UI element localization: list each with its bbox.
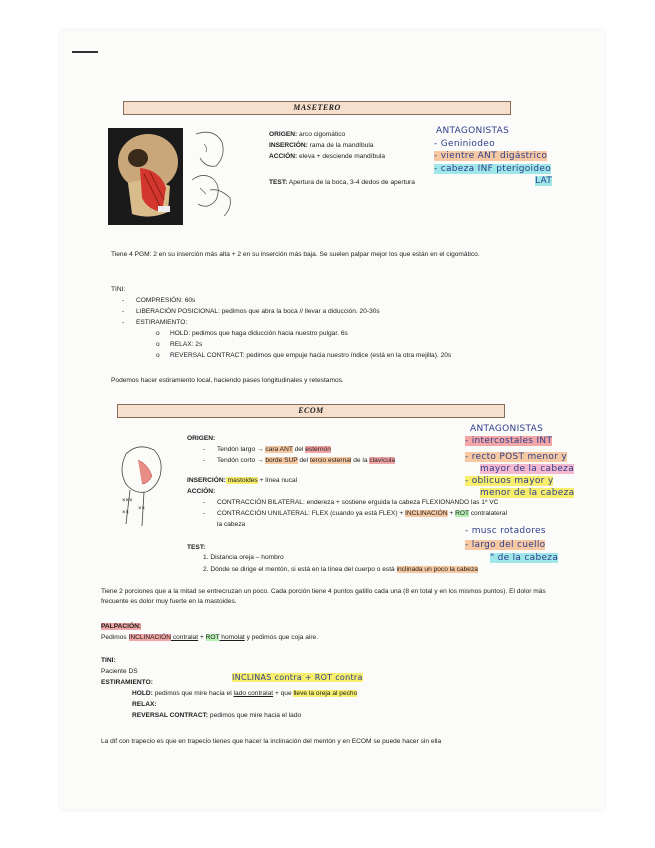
text-fragment: Pedimos [101, 634, 129, 641]
text-fragment: Tendón largo → [217, 446, 266, 453]
antagonist-highlight: - recto POST menor y [465, 452, 567, 462]
origen-value: arco cigomático [297, 131, 346, 138]
text-fragment: del [297, 457, 310, 464]
ecom-palpacion-label [101, 622, 141, 631]
antagonist-highlight: LAT [535, 176, 553, 186]
hold-label: HOLD: [132, 690, 153, 697]
list-item: - Tendón corto → borde SUP del tercio esternal de la clavícula [203, 457, 396, 464]
ecom-antagonist-item [465, 452, 567, 463]
face-palpation-sketch [186, 128, 236, 225]
list-item: - Tendón largo → cara ANT del esternón [203, 446, 331, 453]
highlight-text: cara ANT [265, 446, 293, 453]
text-fragment: de la [351, 457, 370, 464]
masetero-title: MASETERO [123, 101, 511, 115]
antagonist-highlight: - cabeza INF pterigoideo [434, 164, 552, 174]
antagonist-highlight: - intercostales INT [465, 436, 553, 446]
ecom-title: ECOM [117, 404, 505, 418]
test-label: TEST: [269, 179, 288, 186]
antagonist-highlight: menor de la cabeza [480, 488, 575, 498]
text-fragment: + [198, 634, 206, 641]
ecom-test-label: TEST: [187, 544, 206, 551]
list-item: 1. Distancia oreja – hombro [203, 554, 284, 561]
list-item: - CONTRACCIÓN UNILATERAL: FLEX (cuando ya está FLEX) + INCLINACIÓN + ROT contralateral [203, 510, 507, 517]
ecom-antagonist-item [465, 540, 545, 551]
insercion-value: rama de la mandíbula [307, 142, 374, 149]
ecom-antagonist-item [480, 464, 574, 475]
antagonist-highlight: - largo del cuello [465, 540, 546, 550]
masetero-accion [269, 152, 385, 161]
list-item: o RELAX: 2s [156, 341, 203, 348]
compresion-text: COMPRESIÓN: 60s [136, 297, 196, 304]
highlight-text: clavícula [369, 457, 396, 464]
reversal-value: pedimos que mire hacia el lado [208, 712, 302, 719]
highlight-text: borde SUP [265, 457, 298, 464]
page-dash-mark [72, 51, 98, 53]
ecom-antagonistas-title: ANTAGONISTAS [470, 424, 544, 434]
text-fragment: Tendón corto → [217, 457, 266, 464]
text-fragment: + que [273, 690, 294, 697]
masetero-origen [269, 130, 345, 139]
ecom-accion-label: ACCIÓN: [187, 488, 216, 495]
insercion-label: INSERCIÓN: [269, 142, 308, 149]
reversal-label: REVERSAL CONTRACT: [132, 712, 209, 719]
highlight-text: esternón [305, 446, 331, 453]
highlight-text: lleve la oreja al pecho [293, 690, 358, 697]
liberacion-text: LIBERACIÓN POSICIONAL: pedimos que abra la boca // llevar a diducción. 20-30s [136, 308, 380, 315]
list-item: - COMPRESIÓN: 60s [122, 297, 196, 304]
highlight-text: inclinada un poco la cabeza [396, 566, 478, 573]
list-item: o HOLD: pedimos que haga diducción hacia nuestro pulgar. 6s [156, 330, 348, 337]
skull-anatomy-illustration [108, 128, 183, 225]
masetero-antagonist-item [434, 164, 551, 175]
highlight-text: ROT [455, 510, 469, 517]
insercion-label: INSERCIÓN: [187, 477, 226, 484]
text-fragment: + [447, 510, 456, 517]
highlight-text: mastoides [225, 477, 258, 484]
ecom-palpacion-text [101, 633, 318, 642]
relax-text: RELAX: 2s [170, 341, 203, 348]
highlight-text: INCLINACIÓN [405, 510, 448, 517]
underlined-text: lado contralat [233, 690, 274, 697]
test-value: Apertura de la boca, 3-4 dedos de apertura [287, 179, 415, 186]
svg-text:××: ×× [122, 510, 130, 516]
ecom-antagonist-item [465, 436, 552, 447]
text-fragment: pedimos que mire hacia el [152, 690, 234, 697]
masetero-insercion [269, 141, 373, 150]
list-item: - LIBERACIÓN POSICIONAL: pedimos que abra la boca // llevar a diducción. 20-30s [122, 308, 380, 315]
svg-text:××: ×× [138, 506, 146, 512]
estiramiento-text: ESTIRAMIENTO: [136, 319, 188, 326]
ecom-antagonist-item: - musc rotadores [465, 526, 546, 536]
masetero-antagonist-item: - Geniniodeo [434, 139, 495, 149]
ecom-reversal [132, 711, 301, 720]
svg-text:×××: ××× [122, 498, 133, 504]
ecom-relax-label: RELAX: [132, 701, 157, 708]
ecom-origen-label: ORIGEN: [187, 435, 216, 442]
text-fragment: y pedimos que coja aire. [244, 634, 319, 641]
ecom-hold [132, 689, 357, 698]
masetero-antagonist-item [535, 176, 552, 187]
highlight-text: tercio esternal [310, 457, 352, 464]
ecom-antagonist-item [465, 476, 553, 487]
bilateral-text: CONTRACCIÓN BILATERAL: endereza + sostiene erguida la cabeza FLEXIONANDO las 1º VC [217, 499, 499, 506]
accion-label: ACCIÓN: [269, 153, 298, 160]
highlight-text: INCLINACIÓN [128, 634, 171, 641]
ecom-trapecio-note: La dif con trapecio es que en trapecio tienes que hacer la inclinación del mentón y en ECOM se puede hacer sin ella [101, 738, 442, 745]
origen-label: ORIGEN: [269, 131, 298, 138]
hold-text: HOLD: pedimos que haga diducción hacia nuestro pulgar. 6s [170, 330, 348, 337]
text-fragment: 2. Dónde se dirige el mentón, si está en la línea del cuerpo o está [203, 566, 397, 573]
ecom-hand-note [232, 672, 363, 683]
highlight-text: PALPACIÓN: [101, 623, 142, 630]
insercion-value: + línea nucal [257, 477, 298, 484]
masetero-test [269, 178, 415, 187]
masetero-tini-label: TINI: [111, 286, 126, 293]
masetero-antagonistas-title: ANTAGONISTAS [436, 126, 510, 136]
ecom-tini-label: TINI: [101, 657, 116, 664]
reversal-text: REVERSAL CONTRACT: pedimos que empuje hacia nuestro índice (está en la otra mejilla). 20s [170, 352, 452, 359]
list-item: - CONTRACCIÓN BILATERAL: endereza + sostiene erguida la cabeza FLEXIONANDO las 1º VC [203, 499, 499, 506]
head-neck-muscle-sketch [108, 440, 170, 532]
antagonist-highlight: - oblicuos mayor y [465, 476, 554, 486]
underlined-text: contralat [171, 634, 199, 641]
ecom-antagonist-item [490, 553, 558, 564]
ecom-insercion [187, 476, 297, 485]
antagonist-highlight: mayor de la cabeza [480, 464, 575, 474]
antagonist-highlight: - vientre ANT digástrico [434, 151, 548, 161]
ecom-porciones-paragraph: Tiene 2 porciones que a la mitad se entrecruzan un poco. Cada porción tiene 4 puntos gatillo cada una (8 en total y en los mismos puntos). El dolor más frecuente es dolor muy fuerte en la mastoides. [101, 588, 546, 605]
text-fragment: CONTRACCIÓN UNILATERAL: FLEX (cuando ya está FLEX) + [217, 510, 406, 517]
ecom-antagonist-item [480, 488, 574, 499]
list-item [203, 565, 478, 574]
underlined-text: homolat [219, 634, 245, 641]
text-fragment: del [292, 446, 306, 453]
text-fragment: contralateral [468, 510, 507, 517]
highlight-text: INCLINAS contra + ROT contra [232, 673, 363, 682]
accion-value: eleva + desciende mandíbula [297, 153, 386, 160]
unilateral-continuation: la cabeza [217, 521, 246, 528]
ecom-estiramiento-label: ESTIRAMIENTO: [101, 679, 153, 686]
masetero-local-note: Podemos hacer estiramiento local, haciendo pases longitudinales y retestamos. [111, 377, 344, 384]
ecom-paciente: Paciente DS [101, 668, 138, 675]
masetero-pgm-paragraph: Tiene 4 PGM: 2 en su inserción más alta + 2 en su inserción más baja. Se suelen palpar mejor los que están en el cigomático. [111, 251, 480, 258]
masetero-antagonist-item [434, 151, 547, 162]
list-item: - ESTIRAMIENTO: [122, 319, 188, 326]
list-item: o REVERSAL CONTRACT: pedimos que empuje hacia nuestro índice (está en la otra mejilla). 20s [156, 352, 452, 359]
antagonist-highlight: " de la cabeza [490, 553, 559, 563]
highlight-text: ROT [205, 634, 220, 641]
